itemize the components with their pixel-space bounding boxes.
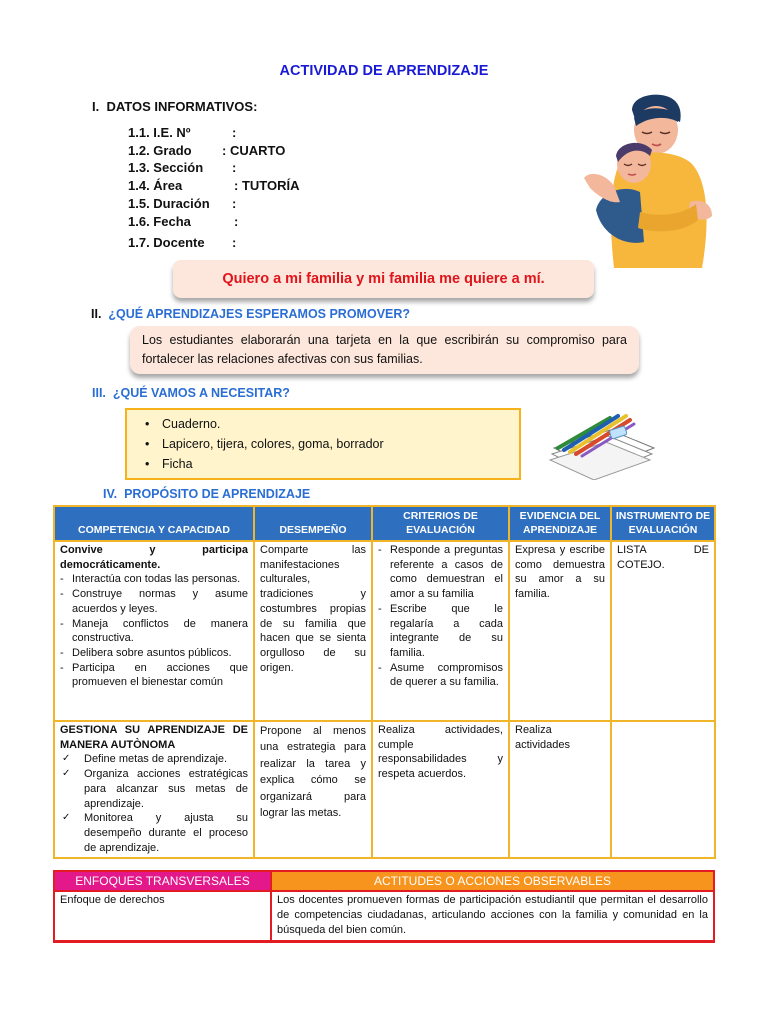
list-item: - Participa en acciones que promueven el bienestar común	[60, 661, 248, 690]
section-label: DATOS INFORMATIVOS:	[106, 99, 258, 114]
table-cell-evidencia: Expresa y escribe como demuestra su amor a su familia.	[509, 541, 611, 721]
school-supplies-illustration	[540, 404, 660, 480]
table-row	[54, 541, 715, 721]
list-item: • Lapicero, tijera, colores, goma, borrador	[139, 434, 507, 454]
column-header: ENFOQUES TRANSVERSALES	[54, 871, 271, 891]
column-header: CRITERIOS DE EVALUACIÓN	[372, 506, 509, 541]
list-item: - Asume compromisos de querer a su familia.	[378, 661, 503, 690]
table-cell-desempeno: Propone al menos una estrategia para realizar la tarea y explica cómo se organizará para lograr las metas.	[254, 721, 372, 858]
hug-illustration	[580, 92, 715, 268]
list-item: - Interactúa con todas las personas.	[60, 572, 248, 587]
enfoques-table	[53, 870, 715, 943]
list-item: ✓ Define metas de aprendizaje.	[60, 752, 248, 767]
table-cell-competencia	[54, 721, 254, 858]
list-item: ✓ Monitorea y ajusta su desempeño durante el proceso de aprendizaje.	[60, 811, 248, 855]
page-title: ACTIVIDAD DE APRENDIZAJE	[279, 63, 489, 79]
list-item: ✓ Organiza acciones estratégicas para alcanzar sus metas de aprendizaje.	[60, 767, 248, 811]
list-item: - Delibera sobre asuntos públicos.	[60, 646, 248, 661]
section-aprendizajes-heading: II. ¿QUÉ APRENDIZAJES ESPERAMOS PROMOVER?	[91, 307, 411, 321]
materiales-box	[125, 408, 521, 480]
proposito-table	[53, 505, 716, 859]
table-cell-desempeno: Comparte las manifestaciones culturales, tradiciones y costumbres propias de su familia que hacen que se sienta orgulloso de su origen.	[254, 541, 372, 721]
lema-banner: Quiero a mi familia y mi familia me quiere a mí.	[173, 260, 594, 298]
list-item: - Responde a preguntas referente a casos de como demuestran el amor a su familia	[378, 543, 503, 602]
table-row	[54, 891, 714, 941]
column-header: DESEMPEÑO	[254, 506, 372, 541]
competencia-title: Convive y participa democráticamente.	[60, 544, 248, 571]
table-cell-competencia	[54, 541, 254, 721]
section-proposito-heading: IV. PROPÓSITO DE APRENDIZAJE	[103, 487, 311, 501]
table-cell-evidencia: Realiza actividades	[509, 721, 611, 858]
competencia-title: GESTIONA SU APRENDIZAJE DE MANERA AUTÒNOMA	[60, 724, 248, 751]
column-header: INSTRUMENTO DE EVALUACIÓN	[611, 506, 715, 541]
column-header: COMPETENCIA Y CAPACIDAD	[54, 506, 254, 541]
section-necesitar-heading: III. ¿QUÉ VAMOS A NECESITAR?	[92, 386, 290, 400]
list-item: - Construye normas y asume acuerdos y leyes.	[60, 587, 248, 616]
list-item: - Maneja conflictos de manera constructiva.	[60, 617, 248, 646]
column-header: EVIDENCIA DEL APRENDIZAJE	[509, 506, 611, 541]
table-header-row	[54, 506, 715, 541]
column-header: ACTITUDES O ACCIONES OBSERVABLES	[271, 871, 714, 891]
list-item: - Escribe que le regalaría a cada integrante de su familia.	[378, 602, 503, 661]
table-cell-criterios: Realiza actividades, cumple responsabilidades y respeta acuerdos.	[372, 721, 509, 858]
aprendizajes-box: Los estudiantes elaborarán una tarjeta en la que escribirán su compromiso para fortalecer las relaciones afectivas con sus familias.	[130, 326, 639, 374]
list-item: • Ficha	[139, 454, 507, 474]
table-cell-instrumento	[611, 721, 715, 858]
table-cell-actitud: Los docentes promueven formas de participación estudiantil que permitan el desarrollo de competencias ciudadanas, articulando acciones con la familia y comunidad en la búsqueda del bien común.	[271, 891, 714, 941]
table-cell-criterios	[372, 541, 509, 721]
section-number: I.	[92, 99, 100, 114]
section-datos-heading	[92, 99, 257, 114]
table-cell-enfoque: Enfoque de derechos	[54, 891, 271, 941]
list-item: • Cuaderno.	[139, 414, 507, 434]
table-row	[54, 721, 715, 858]
table-header-row	[54, 871, 714, 891]
table-cell-instrumento: LISTA DE COTEJO.	[611, 541, 715, 721]
